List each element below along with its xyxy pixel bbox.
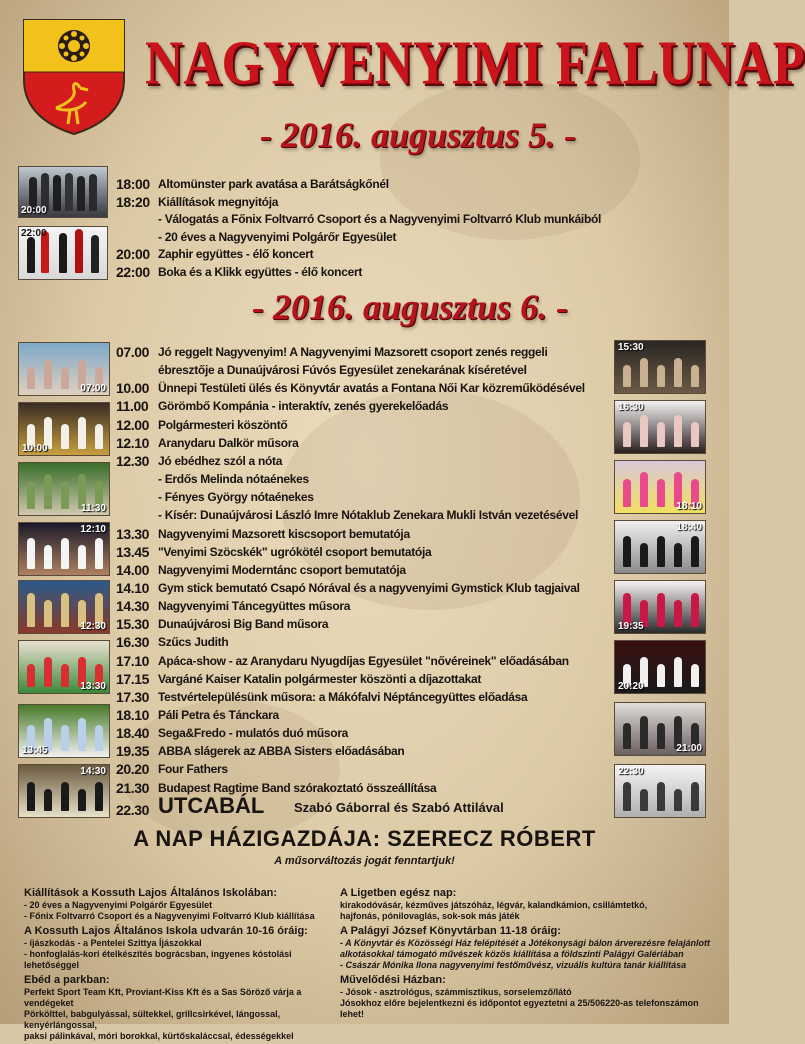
event-photo	[18, 522, 110, 576]
photo-figure	[657, 365, 665, 387]
photo-figure	[44, 545, 52, 569]
photo-figure	[640, 789, 648, 811]
photo-figure	[623, 479, 631, 507]
photo-figure	[691, 782, 699, 811]
photo-time: 14:30	[80, 766, 106, 777]
info-line: Perfekt Sport Team Kft, Proviant-Kiss Kft és a Sas Söröző várja a vendégeket	[24, 987, 302, 1008]
event-time: 10.00	[116, 380, 150, 397]
event-photo	[614, 460, 706, 514]
info-heading: A Ligetben egész nap:	[340, 887, 457, 899]
info-line: - Főnix Foltvarró Csoport és a Nagyvenyimi Foltvarró Klub kiállítása	[24, 911, 315, 921]
photo-time: 10:00	[22, 443, 48, 454]
info-spacer	[340, 1020, 725, 1022]
event-time: 17.30	[116, 688, 150, 705]
photo-figure	[44, 474, 52, 509]
photo-figure	[623, 536, 631, 567]
event-time: 19.35	[116, 743, 150, 760]
event-photo	[18, 402, 110, 456]
event-photo	[614, 702, 706, 756]
event-time: 12.30	[116, 452, 150, 469]
event-text: Vargáné Kaiser Katalin polgármester köszönti a díjazottakat	[158, 671, 482, 686]
day1-date: - 2016. augusztus 5. -	[260, 115, 577, 155]
host-banner: A NAP HÁZIGAZDÁJA: SZERECZ RÓBERT	[133, 826, 596, 851]
photo-figure	[691, 664, 699, 687]
day1-photo-1	[18, 166, 108, 218]
event-photo	[18, 462, 110, 516]
village-crest-icon	[22, 18, 126, 136]
photo-figure	[27, 367, 35, 389]
photo-time: 12:30	[80, 621, 106, 632]
event-text: ébresztője a Dunaújvárosi Fúvós Egyesület zenekarának kíséretével	[158, 363, 527, 378]
event-time: 14.10	[116, 579, 150, 596]
paper-stain	[280, 390, 580, 610]
photo-time: 18:10	[676, 501, 702, 512]
page-title: NAGYVENYIMI FALUNAP	[145, 29, 805, 98]
photo-figure	[691, 422, 699, 447]
street-ball-text: Szabó Gáborral és Szabó Attilával	[294, 800, 504, 815]
info-heading: Kiállítások a Kossuth Lajos Általános Iskolában:	[24, 887, 278, 899]
photo-figure	[27, 593, 35, 627]
photo-time: 07:00	[80, 383, 106, 394]
photo-figure	[674, 657, 682, 687]
info-heading: A Kossuth Lajos Általános Iskola udvarán 10-16 óráig:	[24, 925, 308, 937]
event-photo	[18, 580, 110, 634]
event-text: Boka és a Klikk együttes - élő koncert	[158, 265, 363, 279]
photo-time: 12:10	[80, 524, 106, 535]
photo-figure	[657, 664, 665, 687]
event-time: 20:00	[116, 246, 150, 263]
photo-figure	[674, 789, 682, 811]
event-text: Sega&Fredo - mulatós duó műsora	[158, 726, 349, 741]
event-time: 13.45	[116, 543, 150, 560]
event-text: Apáca-show - az Aranydaru Nyugdíjas Egyesület "nővéreinek" előadásában	[158, 653, 569, 668]
event-photo	[614, 520, 706, 574]
info-right	[340, 886, 725, 1022]
photo-figure	[95, 725, 103, 751]
photo-figure	[27, 481, 35, 509]
photo-figure	[640, 358, 648, 387]
info-heading: Művelődési Házban:	[340, 974, 446, 986]
photo-figure	[623, 365, 631, 387]
event-text: Aranydaru Dalkör műsora	[158, 435, 299, 450]
event-time: 22.30	[116, 802, 150, 818]
info-line: - honfoglalás-kori ételkészítés bográcsban, ingyenes kóstolási lehetőséggel	[24, 949, 292, 970]
info-heading: A Palágyi József Könyvtárban 11-18 óráig:	[340, 925, 561, 937]
event-time: 18:20	[116, 193, 150, 210]
photo-figure	[27, 538, 35, 569]
photo-figure	[27, 782, 35, 811]
photo-figure	[674, 415, 682, 447]
photo-figure	[27, 664, 35, 687]
photo-figure	[95, 538, 103, 569]
event-time: 22:00	[116, 264, 150, 280]
day2-date: - 2016. augusztus 6. -	[252, 287, 569, 327]
photo-time: 21:00	[676, 743, 702, 754]
event-photo	[614, 764, 706, 818]
photo-figure	[640, 543, 648, 567]
photo-time: 20:00	[21, 205, 47, 216]
event-text: - Kísér: Dunaújvárosi László Imre Nótaklub Zenekara Mukli István vezetésével	[158, 508, 579, 523]
event-text: Nagyvenyimi Moderntánc csoport bemutatója	[158, 562, 406, 577]
photo-time: 11:30	[80, 503, 106, 514]
event-text: Polgármesteri köszöntő	[158, 417, 288, 432]
photo-figure	[623, 422, 631, 447]
event-text: Zaphir együttes - élő koncert	[158, 247, 314, 262]
event-text: - Válogatás a Főnix Foltvarró Csoport és a Nagyvenyimi Foltvarró Klub munkáiból	[158, 212, 602, 227]
photo-figure	[44, 789, 52, 811]
event-text: "Venyimi Szöcskék" ugrókötél csoport bemutatója	[158, 544, 432, 559]
event-text: - Erdős Melinda nótaénekes	[158, 472, 309, 487]
photo-figure	[95, 424, 103, 449]
event-time: 21.30	[116, 779, 150, 796]
photo-figure	[61, 725, 69, 751]
event-photo	[18, 704, 110, 758]
photo-figure	[61, 424, 69, 449]
photo-figure	[657, 422, 665, 447]
notice: A műsorváltozás jogát fenntartjuk!	[274, 855, 455, 867]
event-time: 12.00	[116, 416, 150, 433]
event-photo	[614, 640, 706, 694]
event-text: Jó reggelt Nagyvenyim! A Nagyvenyimi Mazsorett csoport zenés reggeli	[158, 345, 548, 359]
event-time: 13.30	[116, 525, 150, 542]
photo-time: 13:45	[22, 745, 48, 756]
event-photo	[18, 764, 110, 818]
photo-figure	[44, 657, 52, 687]
event-time: 14.00	[116, 561, 150, 578]
photo-figure	[657, 479, 665, 507]
event-time: 18.40	[116, 725, 150, 742]
photo-figure	[691, 593, 699, 627]
photo-time: 15:30	[618, 342, 644, 353]
event-time: 16.30	[116, 634, 150, 651]
event-text: Ünnepi Testületi ülés és Könyvtár avatás a Fontana Női Kar közreműködésével	[158, 381, 585, 396]
photo-figure	[78, 417, 86, 449]
photo-figure	[657, 593, 665, 627]
event-time: 12.10	[116, 434, 150, 451]
event-time: 20.20	[116, 761, 150, 778]
info-heading: Ebéd a parkban:	[24, 974, 110, 986]
photo-figure	[61, 538, 69, 569]
event-text: Jó ebédhez szól a nóta	[158, 453, 283, 468]
info-line: - Jósok - asztrológus, számmisztikus, sorselemző/látó	[340, 987, 572, 997]
event-photo	[18, 342, 110, 396]
photo-figure	[640, 415, 648, 447]
photo-figure	[623, 723, 631, 749]
event-time: 17.10	[116, 652, 150, 669]
event-text: Szűcs Judith	[158, 635, 229, 650]
event-text: Dunaújvárosi Big Band műsora	[158, 617, 329, 632]
photo-figure	[691, 536, 699, 567]
photo-figure	[657, 723, 665, 749]
photo-figure	[657, 536, 665, 567]
event-photo	[614, 340, 706, 394]
photo-figure	[674, 358, 682, 387]
event-time: 17.15	[116, 670, 150, 687]
event-text: Altomünster park avatása a Barátságkőnél	[158, 177, 389, 191]
event-time: 15.30	[116, 616, 150, 633]
event-text: Testvértelepülésünk műsora: a Mákófalvi Néptáncegyüttes előadása	[158, 689, 528, 704]
photo-figure	[78, 545, 86, 569]
event-text: Four Fathers	[158, 762, 228, 777]
photo-time: 13:30	[80, 681, 106, 692]
info-line: Pörkölttel, babgulyással, sültekkel, grillcsirkével, lángossal, kenyérlángossal,	[24, 1009, 281, 1030]
photo-figure	[640, 716, 648, 749]
event-text: Nagyvenyimi Mazsorett kiscsoport bemutatója	[158, 526, 410, 541]
photo-time: 16:30	[618, 402, 644, 413]
info-left	[24, 886, 344, 1044]
event-text: ABBA slágerek az ABBA Sisters előadásában	[158, 744, 405, 759]
day1-photo-2	[18, 226, 108, 280]
photo-figure	[623, 782, 631, 811]
photo-figure	[691, 365, 699, 387]
info-line: - A Könyvtár és Közösségi Ház felépítését a Jótékonysági bálon árverezésre felajánlott	[340, 938, 710, 948]
event-photo	[614, 580, 706, 634]
photo-figure	[78, 718, 86, 751]
info-line: paksi pálinkával, móri borokkal, kürtőskaláccsal, édességekkel	[24, 1031, 294, 1041]
event-text: Gym stick bemutató Csapó Nórával és a nagyvenyimi Gymstick Klub tagjaival	[158, 580, 580, 595]
photo-figure	[640, 472, 648, 507]
photo-figure	[44, 360, 52, 389]
photo-figure	[78, 789, 86, 811]
info-line: hajfonás, pónilovaglás, sok-sok más játék	[340, 911, 520, 921]
event-photo	[614, 400, 706, 454]
photo-time: 18:40	[676, 522, 702, 533]
info-line: - íjászkodás - a Pentelei Szittya Íjászokkal	[24, 938, 202, 948]
event-time: 07.00	[116, 344, 150, 360]
info-line: - Császár Mónika Ilona nagyvenyimi festőművész, vizuális kultúra tanár kiállítása	[340, 960, 687, 970]
photo-figure	[674, 543, 682, 567]
event-time: 18.10	[116, 707, 150, 723]
photo-figure	[44, 600, 52, 627]
event-time: 11.00	[116, 398, 149, 415]
event-time: 14.30	[116, 598, 150, 615]
event-text: - 20 éves a Nagyvenyimi Polgárőr Egyesület	[158, 229, 397, 244]
photo-figure	[61, 593, 69, 627]
event-text: Kiállítások megnyitója	[158, 194, 279, 209]
photo-figure	[61, 367, 69, 389]
photo-figure	[657, 782, 665, 811]
photo-time: 22:00	[21, 228, 47, 239]
event-text: Páli Petra és Tánckara	[158, 708, 279, 722]
info-line: Jósokhoz előre bejelentkezni és időpontot egyeztetni a 25/506220-as telefonszámon lehet!	[340, 998, 699, 1019]
info-line: alkotásokkal támogató művészek közös kiállítása a földszinti Palágyi Galériában	[340, 949, 684, 959]
info-line: - 20 éves a Nagyvenyimi Polgárőr Egyesület	[24, 900, 213, 910]
event-text: - Fényes György nótaénekes	[158, 490, 314, 505]
event-time: 18:00	[116, 176, 150, 192]
event-text: Budapest Ragtime Band szórakoztató összeállítása	[158, 780, 437, 795]
info-line: kirakodóvásár, kézműves játszóház, légvár, kalandkámion, csillámtetkó,	[340, 900, 648, 910]
photo-figure	[61, 481, 69, 509]
photo-figure	[61, 664, 69, 687]
event-text: Görömbő Kompánia - interaktív, zenés gyerekelőadás	[158, 399, 449, 414]
photo-time: 22:30	[618, 766, 644, 777]
event-text: Nagyvenyimi Táncegyüttes műsora	[158, 599, 351, 614]
photo-time: 20:20	[618, 681, 644, 692]
event-photo	[18, 640, 110, 694]
photo-time: 19:35	[618, 621, 644, 632]
street-ball-title: UTCABÁL	[158, 793, 265, 818]
photo-figure	[61, 782, 69, 811]
photo-figure	[95, 782, 103, 811]
photo-figure	[674, 600, 682, 627]
